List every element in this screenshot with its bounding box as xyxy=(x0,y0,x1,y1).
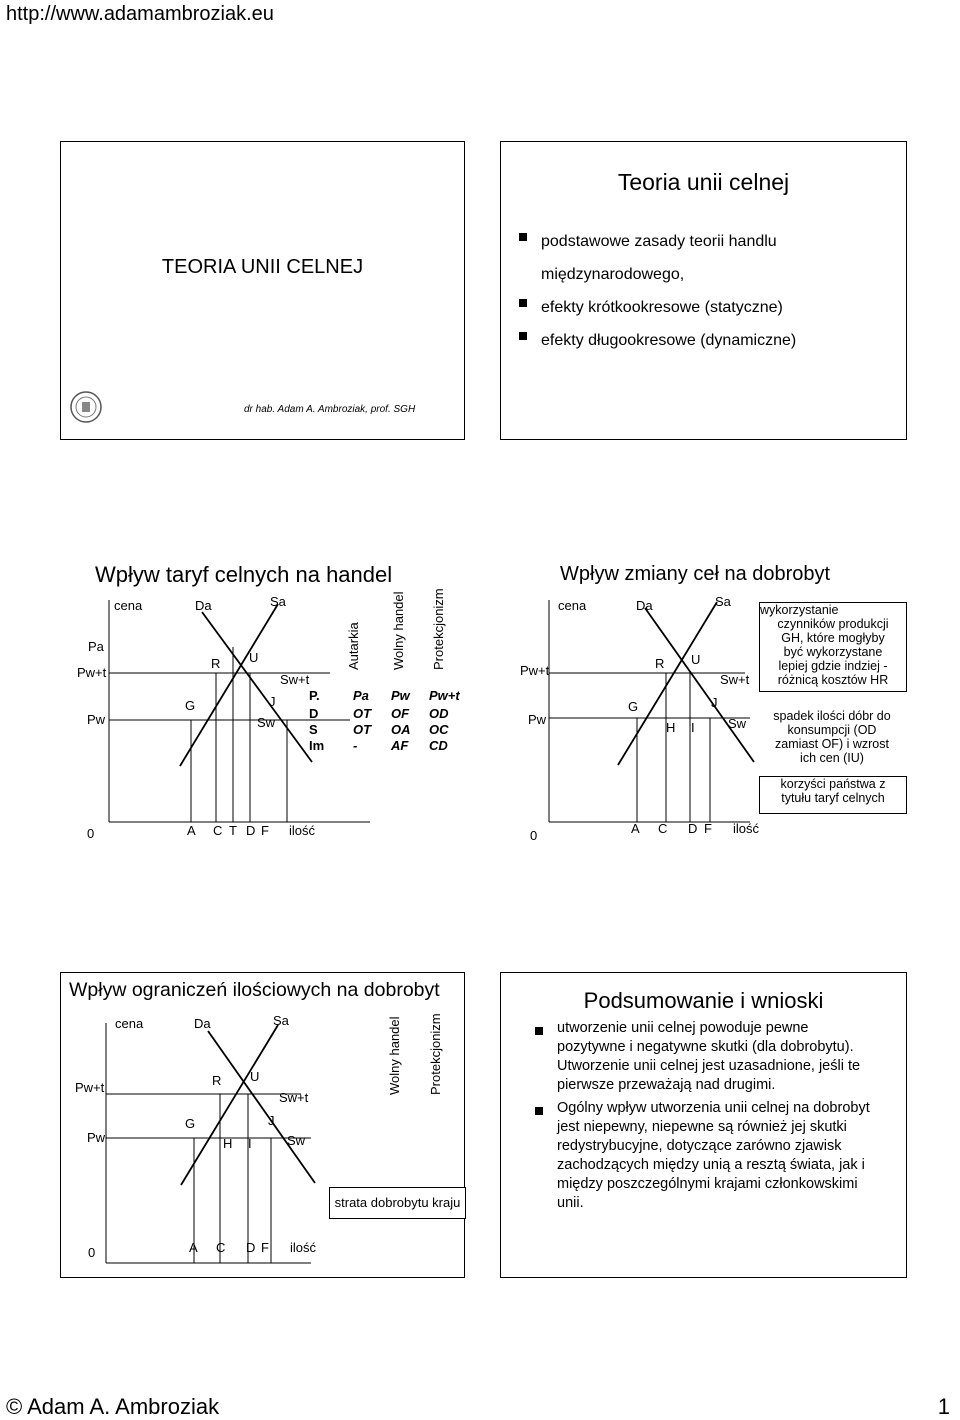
y-label-pw: Pw xyxy=(87,712,106,727)
label-u: U xyxy=(691,652,701,667)
x-label-d: D xyxy=(246,823,256,838)
slide-tariff-title: Wpływ taryf celnych na handel xyxy=(95,562,393,587)
note-consumption-drop xyxy=(759,709,905,769)
col-header-autarkia: Autarkia xyxy=(346,622,361,670)
y-label-pwt: Pw+t xyxy=(520,663,550,678)
label-j: J xyxy=(268,1113,275,1128)
slide-quota-title: Wpływ ograniczeń ilościowych na dobrobyt xyxy=(69,979,440,1001)
x-label-d: D xyxy=(246,1240,256,1255)
label-g: G xyxy=(185,1116,196,1131)
note-line: wykorzystanie xyxy=(760,603,839,617)
label-da: Da xyxy=(636,598,653,613)
row-label-supply: S xyxy=(309,722,318,737)
slide-welfare-title: Wpływ zmiany ceł na dobrobyt xyxy=(560,563,831,585)
row-label-demand: D xyxy=(309,706,319,721)
y-label-pw: Pw xyxy=(87,1130,106,1145)
note-line: spadek ilości dóbr do xyxy=(773,709,891,723)
label-sw: Sw xyxy=(287,1133,306,1148)
note-line: tytułu taryf celnych xyxy=(781,791,885,805)
x-label-ilosc: ilość xyxy=(289,823,316,838)
label-sa: Sa xyxy=(273,1013,289,1028)
x-label-c: C xyxy=(658,821,668,836)
note-line: różnicą kosztów HR xyxy=(777,673,889,687)
cell-free-price: Pw xyxy=(391,688,410,703)
label-i: I xyxy=(248,1136,252,1151)
cell-prot-demand: OD xyxy=(429,706,449,721)
label-u: U xyxy=(249,650,259,665)
overview-bullet-list xyxy=(519,225,849,357)
label-da: Da xyxy=(195,598,212,613)
cell-prot-price: Pw+t xyxy=(429,688,460,703)
row-label-imports: Im xyxy=(309,738,325,753)
x-label-f: F xyxy=(261,823,269,838)
cell-autarkia-demand: OT xyxy=(353,706,372,721)
label-swt: Sw+t xyxy=(720,672,750,687)
label-cena: cena xyxy=(115,1016,144,1031)
slide-tariff-welfare xyxy=(500,552,907,850)
col-header-wolny-handel: Wolny handel xyxy=(391,591,406,670)
slide-quota-welfare xyxy=(60,972,465,1278)
label-cena: cena xyxy=(558,598,587,613)
cell-free-imports: AF xyxy=(391,738,409,753)
x-label-f: F xyxy=(704,821,712,836)
label-r: R xyxy=(212,1073,222,1088)
x-label-c: C xyxy=(216,1240,226,1255)
label-cena: cena xyxy=(114,598,143,613)
y-label-pwt: Pw+t xyxy=(75,1080,105,1095)
page-number: 1 xyxy=(937,1394,950,1419)
note-line: ich cen (IU) xyxy=(800,751,864,765)
slide-overview xyxy=(500,141,907,440)
note-line: zamiast OF) i wzrost xyxy=(775,737,889,751)
origin-label: 0 xyxy=(87,826,95,841)
y-label-pw: Pw xyxy=(528,712,547,727)
note-line: konsumpcji (OD xyxy=(787,723,877,737)
col-header-protekcjonizm: Protekcjonizm xyxy=(431,588,446,670)
slide-overview-title: Teoria unii celnej xyxy=(617,169,790,195)
note-line: korzyści państwa z xyxy=(780,777,886,791)
note-welfare-loss: strata dobrobytu kraju xyxy=(329,1187,466,1219)
cell-prot-supply: OC xyxy=(429,722,449,737)
x-label-d: D xyxy=(688,821,698,836)
page-url[interactable]: http://www.adamambroziak.eu xyxy=(6,3,274,25)
x-label-t: T xyxy=(229,823,237,838)
note-line: czynników produkcji xyxy=(777,617,889,631)
label-j: J xyxy=(711,695,718,710)
label-h: H xyxy=(666,720,676,735)
summary-bullet-list xyxy=(535,1019,880,1213)
slide-author: dr hab. Adam A. Ambroziak, prof. SGH xyxy=(244,404,416,415)
note-line: GH, które mogłyby xyxy=(781,631,885,645)
col-header-protekcjonizm: Protekcjonizm xyxy=(428,1013,443,1095)
sgh-logo xyxy=(69,390,103,424)
overview-bullet: efekty długookresowe (dynamiczne) xyxy=(519,324,849,357)
cell-autarkia-supply: OT xyxy=(353,722,372,737)
summary-bullet: utworzenie unii celnej powoduje pewne pozytywne i negatywne skutki (dla dobrobytu). Utworzenie unii celnej jest uzasadnione, jeśli te pierwsze przeważają nad drugimi. xyxy=(535,1019,880,1095)
cell-free-demand: OF xyxy=(391,706,410,721)
label-sw: Sw xyxy=(728,716,747,731)
x-label-a: A xyxy=(189,1240,198,1255)
label-i: I xyxy=(691,720,695,735)
label-g: G xyxy=(628,699,639,714)
label-swt: Sw+t xyxy=(279,1090,309,1105)
label-da: Da xyxy=(194,1016,211,1031)
label-r: R xyxy=(655,656,665,671)
overview-bullet: podstawowe zasady teorii handlu międzynarodowego, xyxy=(519,225,849,291)
label-swt: Sw+t xyxy=(280,672,310,687)
overview-bullet: efekty krótkookresowe (statyczne) xyxy=(519,291,849,324)
summary-bullet: Ogólny wpływ utworzenia unii celnej na dobrobyt jest niepewny, niepewne są również jej skutki redystrybucyjne, dotyczące zarówno zjawisk zachodzących między unią a resztą świata, jak i między poszczególnymi krajami członkowskimi unii. xyxy=(535,1099,880,1213)
label-j: J xyxy=(269,694,276,709)
x-label-a: A xyxy=(187,823,196,838)
slide-title-heading: TEORIA UNII CELNEJ xyxy=(161,256,364,278)
label-r: R xyxy=(211,656,221,671)
slide-summary xyxy=(500,972,907,1278)
label-sa: Sa xyxy=(270,594,286,609)
label-sw: Sw xyxy=(257,715,276,730)
col-header-wolny-handel: Wolny handel xyxy=(387,1016,402,1095)
footer-author: © Adam A. Ambroziak xyxy=(6,1394,220,1419)
x-label-ilosc: ilość xyxy=(733,821,760,836)
slide-summary-title: Podsumowanie i wnioski xyxy=(583,988,824,1013)
note-state-benefits xyxy=(759,776,907,814)
note-line: być wykorzystane xyxy=(783,645,883,659)
note-production-factors xyxy=(759,602,907,692)
label-h: H xyxy=(223,1136,233,1151)
origin-label: 0 xyxy=(88,1245,96,1260)
x-label-a: A xyxy=(631,821,640,836)
cell-autarkia-imports: - xyxy=(353,738,358,753)
slide-title xyxy=(60,141,465,440)
slide-tariff-trade xyxy=(60,552,465,850)
label-g: G xyxy=(185,698,196,713)
origin-label: 0 xyxy=(530,828,538,843)
cell-prot-imports: CD xyxy=(429,738,448,753)
note-line: lepiej gdzie indziej - xyxy=(778,659,888,673)
row-label-price: P. xyxy=(309,688,320,703)
label-sa: Sa xyxy=(715,594,731,609)
cell-free-supply: OA xyxy=(391,722,411,737)
x-label-ilosc: ilość xyxy=(290,1240,317,1255)
x-label-c: C xyxy=(213,823,223,838)
y-label-pwt: Pw+t xyxy=(77,665,107,680)
cell-autarkia-price: Pa xyxy=(353,688,369,703)
y-label-pa: Pa xyxy=(88,639,104,654)
label-u: U xyxy=(250,1069,260,1084)
x-label-f: F xyxy=(261,1240,269,1255)
